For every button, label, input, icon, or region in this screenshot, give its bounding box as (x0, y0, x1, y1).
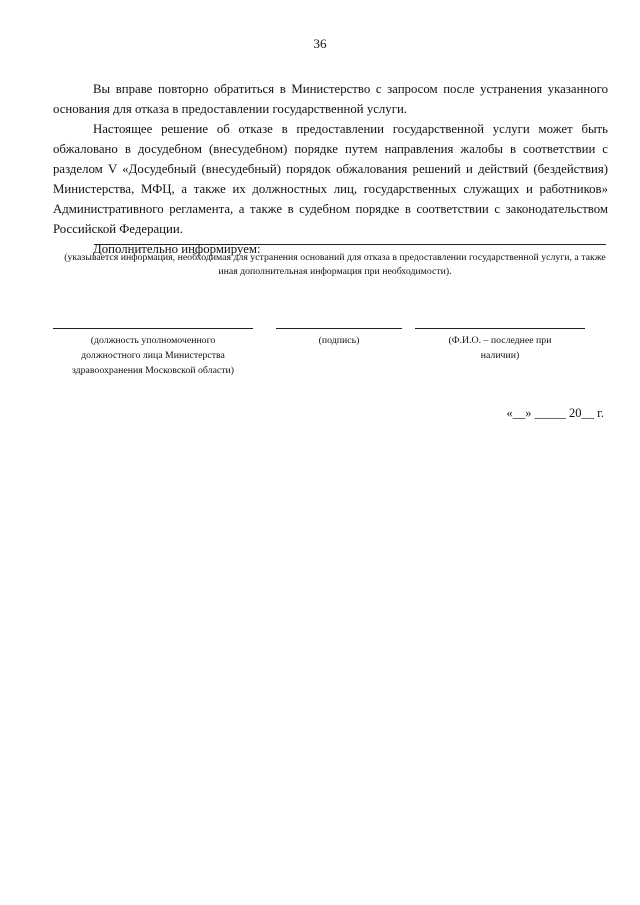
body-text (53, 79, 608, 259)
additional-info-line (94, 244, 606, 245)
signature-line (276, 328, 402, 329)
date-line: «__» _____ 20__ г. (506, 406, 604, 420)
paragraph-appeal: Настоящее решение об отказе в предоставлении государственной услуги может быть обжаловано в досудебном (внесудебном) порядке путем направления жалобы в соответствии с разделом V «Досудебный (внесудебный) порядок обжалования решений и действий (бездействия) Министерства, МФЦ, а также их должностных лиц, государственных служащих и работников» Административного регламента, а также в судебном порядке в соответствии с законодательством Российской Федерации. (53, 122, 608, 236)
signature-caption: (подпись) (318, 335, 360, 346)
position-line (53, 328, 253, 329)
name-caption: (Ф.И.О. – последнее при наличии) (448, 335, 552, 361)
additional-info-caption: (указывается информация, необходимая для устранения оснований для отказа в предоставлении государственной услуги, а также иная дополнительная информация при необходимости). (64, 252, 606, 277)
position-caption: (должность уполномоченного должностного лица Министерства здравоохранения Московской области) (71, 335, 235, 376)
name-line (415, 328, 585, 329)
paragraph-resubmit: Вы вправе повторно обратиться в Министерство с запросом после устранения указанного основания для отказа в предоставлении государственной услуги. (53, 82, 608, 116)
page-number: 36 (313, 36, 327, 51)
paragraph-additional-info: Дополнительно информируем: (93, 242, 261, 256)
